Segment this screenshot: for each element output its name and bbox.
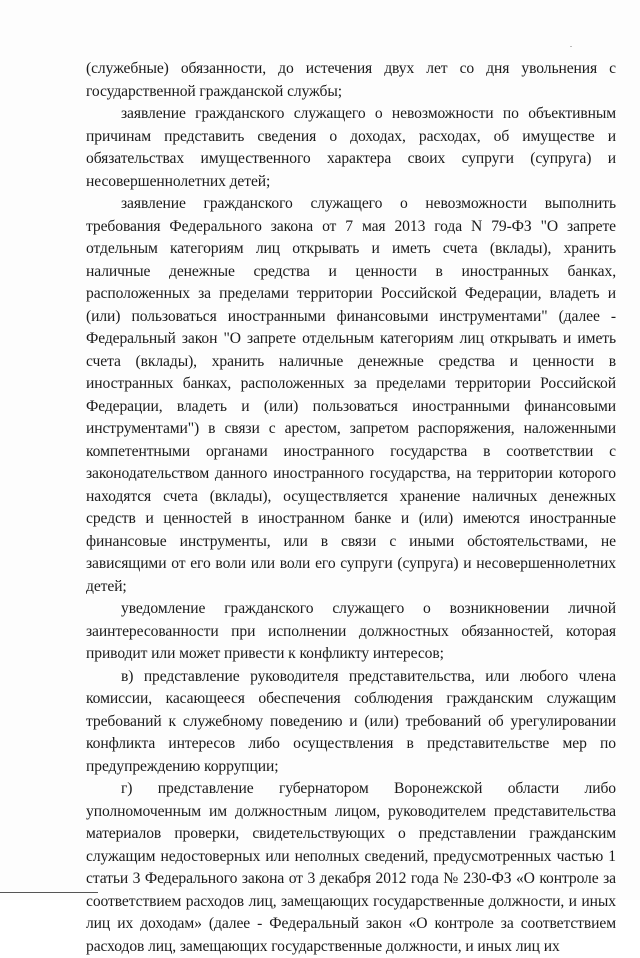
paragraph-conflict-of-interest-notice: уведомление гражданского служащего о возникновении личной заинтересованности при исполнении должностных обязанностей, которая приводит или может привести к конфликту интересов; xyxy=(86,600,616,662)
footnote-separator-line xyxy=(0,892,98,893)
paragraph-foreign-accounts-statement: заявление гражданского служащего о невозможности выполнить требования Федерального закона от 7 мая 2013 года N 79-ФЗ "О запрете отдельным категориям лиц открывать и иметь счета (вклады), хранить наличные денежные средства и ценности в иностранных банках, расположенных за пределами территории Российской Федерации, владеть и (или) пользоваться иностранными финансовыми инструментами" (далее - Федеральный закон "О запрете отдельным категориям лиц открывать и иметь счета (вклады), хранить наличные денежные средства и ценности в иностранных банках, расположенных за пределами территории Российской Федерации, владеть и (или) пользоваться иностранными финансовыми инструментами") в связи с арестом, запретом распоряжения, наложенными компетентными органами иностранного государства в соответствии с законодательством данного иностранного государства, на территории которого находятся счета (вклады), осуществляется хранение наличных денежных средств и ценностей в иностранном банке и (или) имеются иностранные финансовые инструменты, или в связи с иными обстоятельствами, не зависящими от его воли или воли его супруги (супруга) и несовершеннолетних детей; xyxy=(86,195,616,595)
document-body xyxy=(86,58,616,958)
paragraph-item-g: г) представление губернатором Воронежской области либо уполномоченным им должностным лицом, руководителем представительства материалов проверки, свидетельствующих о представлении гражданским служащим недостоверных или неполных сведений, предусмотренных частью 1 статьи 3 Федерального закона от 3 декабря 2012 года № 230-ФЗ «О контроле за соответствием расходов лиц, замещающих государственные должности, и иных лиц их доходам» (далее - Федеральный закон «О контроле за соответствием расходов лиц, замещающих государственные должности, и иных лиц их xyxy=(86,780,616,955)
paragraph-continuation: (служебные) обязанности, до истечения двух лет со дня увольнения с государственной гражданской службы; xyxy=(86,60,616,100)
paragraph-item-v: в) представление руководителя представительства, или любого члена комиссии, касающееся обеспечения соблюдения гражданским служащим требований к служебному поведению и (или) требований об урегулировании конфликта интересов либо осуществления в представительстве мер по предупреждению коррупции; xyxy=(86,667,616,775)
paragraph-spouse-income-statement: заявление гражданского служащего о невозможности по объективным причинам представить сведения о доходах, расходах, об имуществе и обязательствах имущественного характера своих супруги (супруга) и несовершеннолетних детей; xyxy=(86,105,616,190)
scan-artifact xyxy=(570,46,572,47)
